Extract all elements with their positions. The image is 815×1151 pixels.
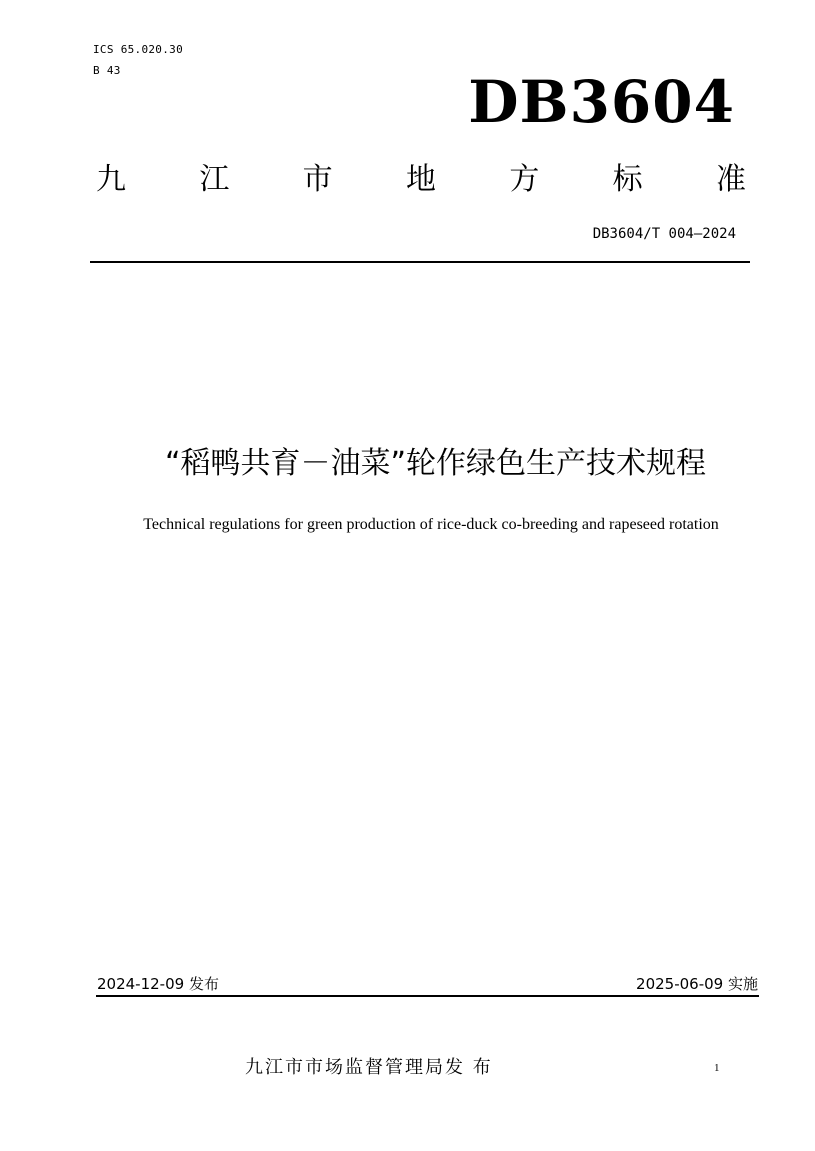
document-title-english: Technical regulations for green production of rice-duck co-breeding and rapeseed rotation: [143, 516, 719, 533]
issue-date: 2024-12-09 发布: [97, 975, 219, 993]
standard-type-char: 江: [199, 162, 230, 197]
standard-number: DB3604/T 004—2024: [592, 226, 736, 242]
implementation-date: 2025-06-09 实施: [636, 975, 758, 993]
issuing-authority: 九江市市场监督管理局发 布: [245, 1057, 493, 1078]
ics-code: ICS 65.020.30: [93, 43, 183, 56]
standard-type-char: 市: [302, 162, 333, 197]
header-divider: [90, 261, 750, 263]
standard-type-char: 九: [96, 162, 126, 197]
document-title-chinese: [0, 442, 815, 486]
classification-code: B 43: [93, 64, 121, 77]
standard-type-char: 准: [715, 162, 746, 197]
page-number: 1: [714, 1062, 720, 1074]
standard-type-char: 方: [509, 162, 540, 197]
standard-type-char: 标: [612, 162, 643, 197]
standard-type-char: 地: [405, 162, 436, 197]
document-title-chinese-text: “稻鸭共育－油菜”轮作绿色生产技术规程: [164, 446, 707, 481]
footer-divider: [96, 995, 759, 997]
standard-logo: DB3604: [468, 68, 735, 136]
standard-type-heading: [96, 160, 746, 200]
